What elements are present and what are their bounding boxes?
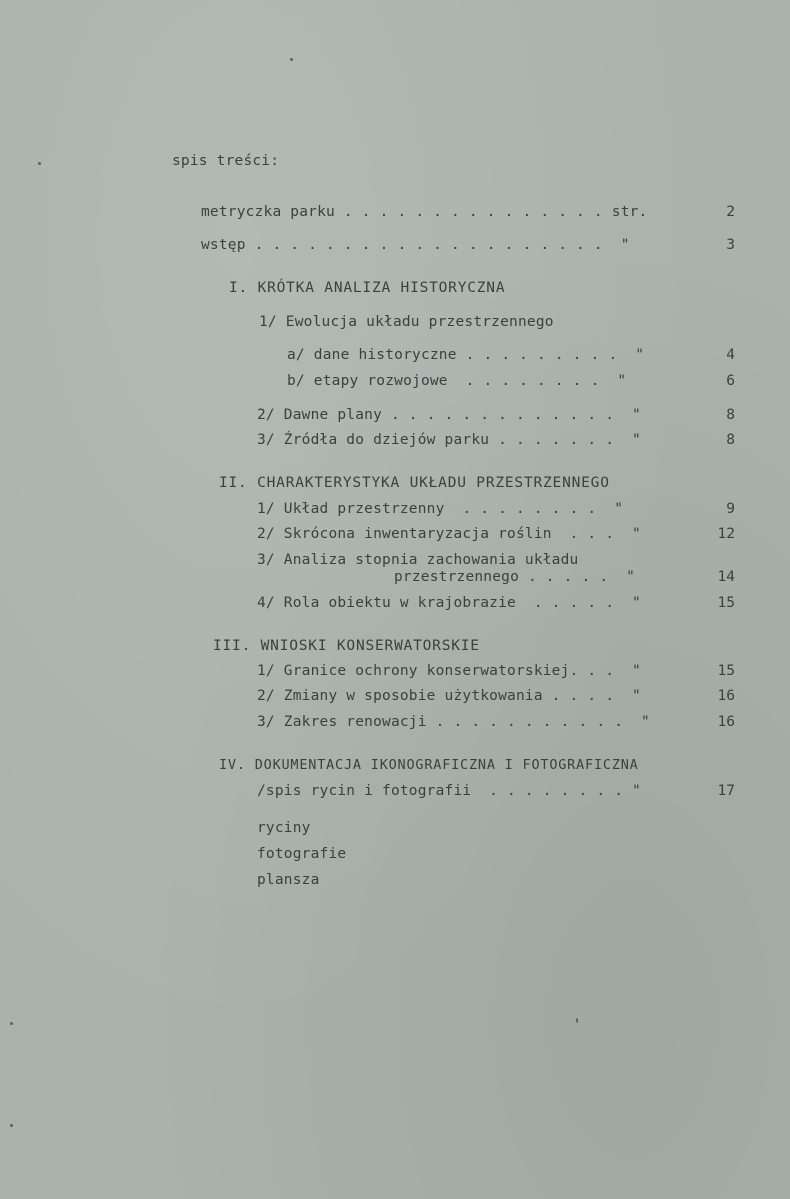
- toc-heading: spis treści:: [172, 153, 280, 169]
- toc-page-spis-rycin: 17: [717, 783, 735, 799]
- toc-entry-spis-rycin: /spis rycin i fotografii . . . . . . . . ": [257, 783, 641, 799]
- toc-page-zmiany: 16: [717, 688, 735, 704]
- toc-entry-analiza-stopnia: 3/ Analiza stopnia zachowania układu: [257, 552, 579, 568]
- toc-entry-dane-historyczne: a/ dane historyczne . . . . . . . . . ": [287, 347, 645, 363]
- toc-entry-ryciny: ryciny: [257, 820, 311, 836]
- toc-page-uklad: 9: [726, 501, 735, 517]
- toc-page-wstep: 3: [726, 237, 735, 253]
- toc-page-rola-obiektu: 15: [717, 595, 735, 611]
- paper-speck: [10, 1022, 13, 1025]
- toc-entry-plansza: plansza: [257, 872, 320, 888]
- toc-entry-zrodla: 3/ Źródła do dziejów parku . . . . . . . ": [257, 432, 641, 448]
- toc-entry-wstep: wstęp . . . . . . . . . . . . . . . . . . . . ": [201, 237, 630, 253]
- toc-entry-etapy: b/ etapy rozwojowe . . . . . . . . ": [287, 373, 627, 389]
- toc-entry-fotografie: fotografie: [257, 846, 347, 862]
- toc-entry-zakres: 3/ Zakres renowacji . . . . . . . . . . . ": [257, 714, 650, 730]
- toc-page-etapy: 6: [726, 373, 735, 389]
- toc-entry-granice: 1/ Granice ochrony konserwatorskiej. . . ": [257, 663, 641, 679]
- toc-page-zrodla: 8: [726, 432, 735, 448]
- toc-entry-inwentaryzacja: 2/ Skrócona inwentaryzacja roślin . . . ": [257, 526, 641, 542]
- toc-page-dane-historyczne: 4: [726, 347, 735, 363]
- toc-entry-analiza-stopnia-cont: przestrzennego . . . . . ": [394, 569, 636, 585]
- toc-page-granice: 15: [717, 663, 735, 679]
- paper-speck: [290, 58, 293, 61]
- section-heading-2: II. CHARAKTERYSTYKA UKŁADU PRZESTRZENNEGO: [219, 475, 610, 491]
- paper-speck: [38, 162, 41, 165]
- toc-page-metryczka: 2: [726, 204, 735, 220]
- toc-entry-uklad: 1/ Układ przestrzenny . . . . . . . . ": [257, 501, 624, 517]
- section-heading-4: IV. DOKUMENTACJA IKONOGRAFICZNA I FOTOGRAFICZNA: [219, 757, 639, 773]
- toc-entry-dawne-plany: 2/ Dawne plany . . . . . . . . . . . . . ": [257, 407, 641, 423]
- toc-page-dawne-plany: 8: [726, 407, 735, 423]
- toc-page-analiza-stopnia: 14: [717, 569, 735, 585]
- paper-speck: [10, 1124, 13, 1127]
- toc-entry-rola-obiektu: 4/ Rola obiektu w krajobrazie . . . . . ": [257, 595, 641, 611]
- section-heading-1: I. KRÓTKA ANALIZA HISTORYCZNA: [229, 280, 506, 296]
- toc-entry-metryczka: metryczka parku . . . . . . . . . . . . . . . str.: [201, 204, 648, 220]
- section-heading-3: III. WNIOSKI KONSERWATORSKIE: [213, 638, 480, 654]
- toc-entry-ewolucja: 1/ Ewolucja układu przestrzennego: [259, 314, 554, 330]
- toc-page-inwentaryzacja: 12: [717, 526, 735, 542]
- paper-speck: [576, 1018, 578, 1023]
- toc-entry-zmiany: 2/ Zmiany w sposobie użytkowania . . . . ": [257, 688, 641, 704]
- toc-page-zakres: 16: [717, 714, 735, 730]
